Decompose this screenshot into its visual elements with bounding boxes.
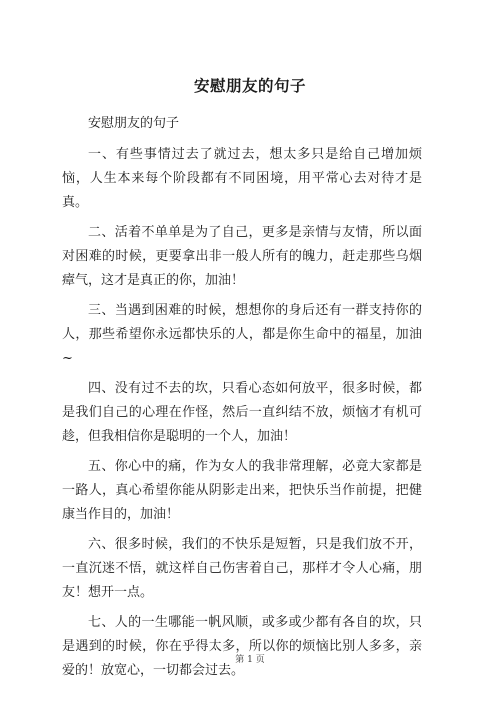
paragraph-2: 二、活着不单单是为了自己，更多是亲情与友情，所以面对困难的时候，更要拿出非一般人所有的魄力，赶走那些乌烟瘴气，这才是真正的你，加油！ <box>62 225 422 288</box>
page-number: 第 1 页 <box>235 655 265 665</box>
paragraph-4: 四、没有过不去的坎，只看心态如何放平，很多时候，都是我们自己的心理在作怪，然后一直纠结不放，烦恼才有机可趁，但我相信你是聪明的一个人，加油！ <box>62 381 422 444</box>
paragraph-7: 七、人的一生哪能一帆风顺，或多或少都有各自的坎，只是遇到的时候，你在乎得太多，所以你的烦恼比别人多多，亲爱的！放宽心，一切都会过去。 <box>62 615 422 678</box>
document-body <box>62 112 422 689</box>
paragraph-6: 六、很多时候，我们的不快乐是短暂，只是我们放不开，一直沉迷不悟，就这样自己伤害着自己，那样才令人心痛，朋友！想开一点。 <box>62 537 422 600</box>
document-subtitle: 安慰朋友的句子 <box>88 116 180 131</box>
paragraph-1: 一、有些事情过去了就过去，想太多只是给自己增加烦恼，人生本来每个阶段都有不同困境，用平常心去对待才是真。 <box>62 147 422 210</box>
paragraph-3: 三、当遇到困难的时候，想想你的身后还有一群支持你的人，那些希望你永远都快乐的人，都是你生命中的福星，加油~ <box>62 303 422 366</box>
paragraph-5: 五、你心中的痛，作为女人的我非常理解，必竟大家都是一路人，真心希望你能从阴影走出来，把快乐当作前提，把健康当作目的，加油！ <box>62 459 422 522</box>
document-title: 安慰朋友的句子 <box>193 77 306 95</box>
